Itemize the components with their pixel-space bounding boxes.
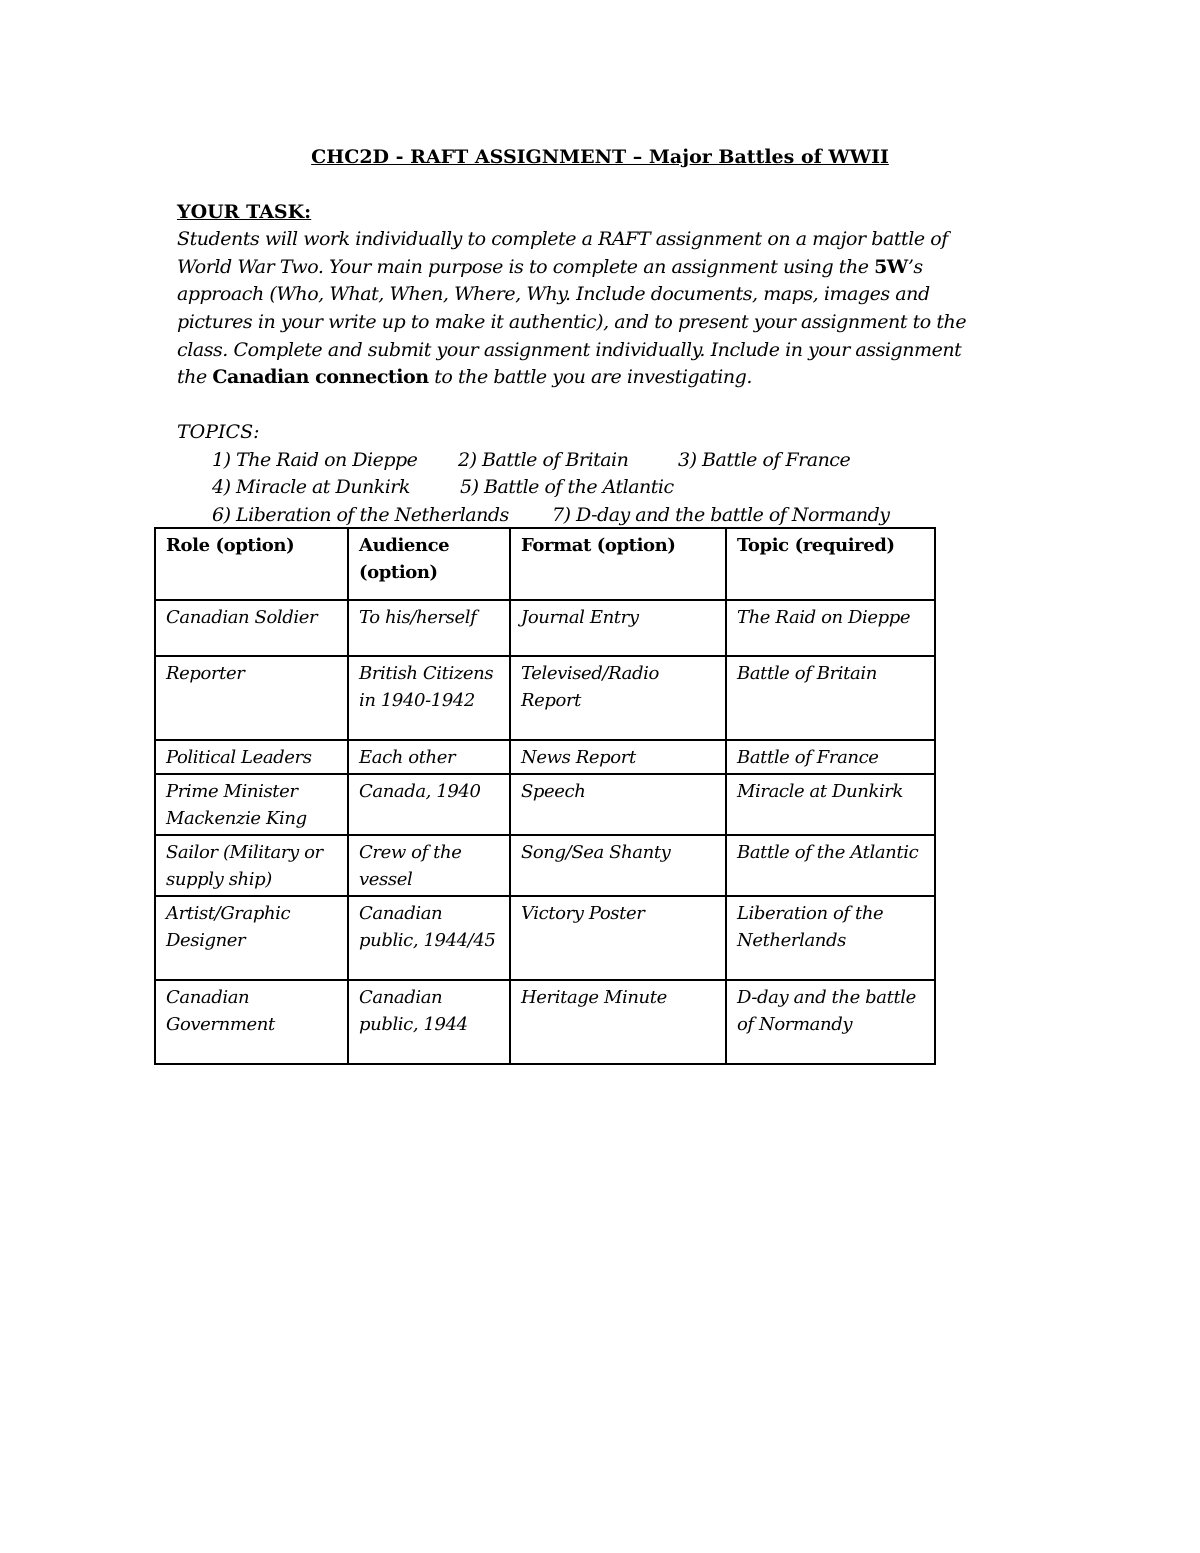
- table-cell-audience: Crew of the vessel: [348, 835, 510, 896]
- topic-item: 3) Battle of France: [678, 449, 851, 471]
- table-cell-role: Artist/Graphic Designer: [155, 896, 348, 980]
- task-line-3-text: approach (Who, What, When, Where, Why. Include documents, maps, images and: [177, 283, 930, 305]
- task-line-5-text: class. Complete and submit your assignment individually. Include in your assignment: [177, 339, 962, 361]
- table-row: [155, 774, 935, 835]
- topic-item: 4) Miracle at Dunkirk: [212, 476, 410, 498]
- task-line-5: [177, 339, 961, 361]
- table-cell-topic: Liberation of the Netherlands: [726, 896, 935, 980]
- table-cell-topic: The Raid on Dieppe: [726, 600, 935, 656]
- table-cell-audience: British Citizens in 1940-1942: [348, 656, 510, 740]
- column-header-audience: Audience (option): [348, 528, 510, 600]
- table-cell-topic: Miracle at Dunkirk: [726, 774, 935, 835]
- topic-item: 6) Liberation of the Netherlands: [212, 504, 509, 526]
- table-cell-audience: Canadian public, 1944/45: [348, 896, 510, 980]
- raft-table: [154, 527, 936, 1065]
- task-line-4-text: pictures in your write up to make it authentic), and to present your assignment to the: [177, 311, 967, 333]
- topics-heading: TOPICS:: [177, 421, 260, 443]
- task-line-1: [177, 228, 948, 250]
- table-cell-topic: Battle of Britain: [726, 656, 935, 740]
- column-header-topic: Topic (required): [726, 528, 935, 600]
- topic-item: 5) Battle of the Atlantic: [460, 476, 674, 498]
- table-cell-format: Heritage Minute: [510, 980, 726, 1064]
- topic-item: 7) D-day and the battle of Normandy: [552, 504, 890, 526]
- table-cell-audience: Canada, 1940: [348, 774, 510, 835]
- table-cell-topic: Battle of France: [726, 740, 935, 774]
- table-cell-role: Reporter: [155, 656, 348, 740]
- task-line-1-text: Students will work individually to complete a RAFT assignment on a major battle of: [177, 228, 948, 250]
- table-header-row: [155, 528, 935, 600]
- table-cell-role: Prime Minister Mackenzie King: [155, 774, 348, 835]
- table-cell-format: Televised/Radio Report: [510, 656, 726, 740]
- column-header-role: Role (option): [155, 528, 348, 600]
- table-cell-role: Political Leaders: [155, 740, 348, 774]
- table-row: [155, 980, 935, 1064]
- column-header-format: Format (option): [510, 528, 726, 600]
- topic-item: 1) The Raid on Dieppe: [212, 449, 418, 471]
- task-line-2-text: World War Two. Your main purpose is to complete an assignment using the: [177, 256, 875, 278]
- page-title: CHC2D - RAFT ASSIGNMENT – Major Battles of WWII: [311, 146, 889, 168]
- table-cell-topic: Battle of the Atlantic: [726, 835, 935, 896]
- task-5w-emphasis: 5W: [874, 256, 908, 278]
- table-cell-format: Song/Sea Shanty: [510, 835, 726, 896]
- table-cell-role: Sailor (Military or supply ship): [155, 835, 348, 896]
- task-line-6-tail: to the battle you are investigating.: [428, 366, 752, 388]
- task-line-2-tail: ’s: [907, 256, 923, 278]
- table-row: [155, 656, 935, 740]
- table-cell-format: News Report: [510, 740, 726, 774]
- task-line-2: [177, 256, 923, 278]
- table-cell-audience: To his/herself: [348, 600, 510, 656]
- task-heading: YOUR TASK:: [177, 201, 312, 223]
- table-row: [155, 600, 935, 656]
- table-cell-audience: Canadian public, 1944: [348, 980, 510, 1064]
- table-cell-audience: Each other: [348, 740, 510, 774]
- task-line-3: [177, 283, 930, 305]
- table-cell-format: Speech: [510, 774, 726, 835]
- table-cell-format: Journal Entry: [510, 600, 726, 656]
- table-cell-role: Canadian Soldier: [155, 600, 348, 656]
- task-line-4: [177, 311, 966, 333]
- task-line-6-text: the: [177, 366, 213, 388]
- canadian-connection-emphasis: Canadian connection: [212, 366, 429, 388]
- table-cell-format: Victory Poster: [510, 896, 726, 980]
- table-row: [155, 740, 935, 774]
- table-cell-role: Canadian Government: [155, 980, 348, 1064]
- task-line-6: [177, 366, 752, 388]
- table-row: [155, 896, 935, 980]
- table-row: [155, 835, 935, 896]
- table-cell-topic: D-day and the battle of Normandy: [726, 980, 935, 1064]
- topic-item: 2) Battle of Britain: [458, 449, 629, 471]
